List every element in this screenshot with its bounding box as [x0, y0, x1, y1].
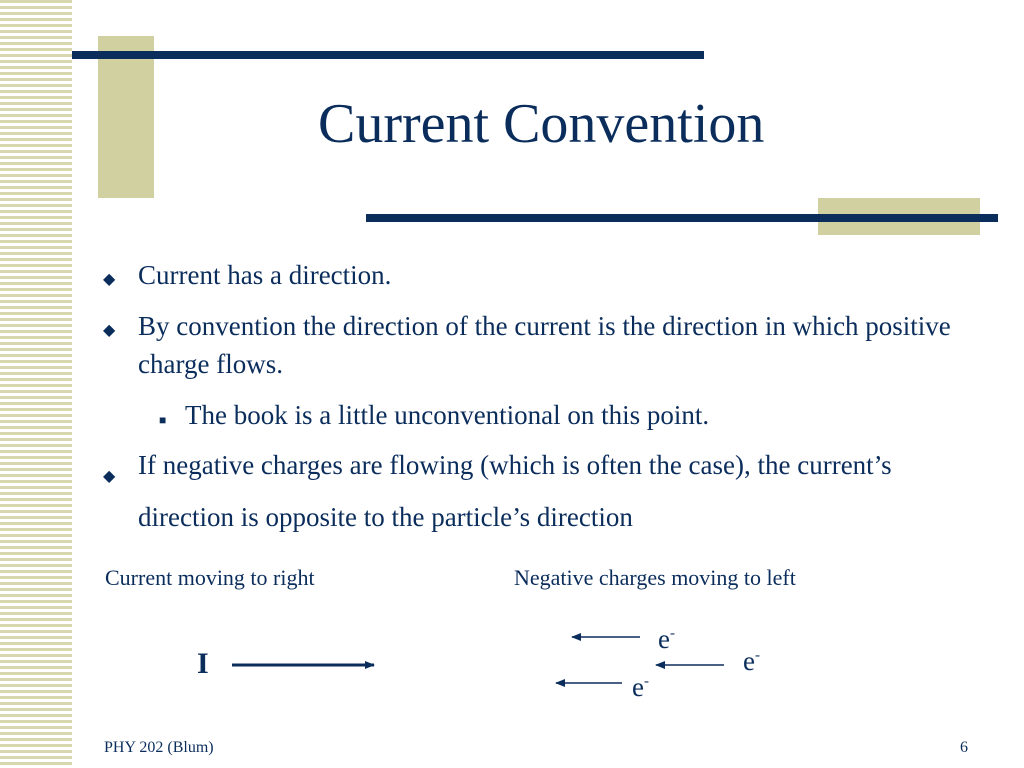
caption-current-right: Current moving to right — [105, 565, 315, 590]
accent-bar-top — [72, 51, 704, 59]
diamond-bullet-icon: ◆ — [103, 271, 116, 288]
electron-label — [743, 646, 760, 677]
electron-label — [632, 672, 649, 703]
electron-symbol: e — [658, 624, 670, 654]
footer-page-number: 6 — [960, 739, 968, 756]
bullet-text: By convention the direction of the current is the direction in which positive charge flows. — [138, 311, 951, 379]
electron-charge: - — [754, 647, 760, 664]
electron-label — [658, 624, 675, 655]
bullet-item — [103, 256, 978, 294]
accent-block-left — [98, 36, 154, 198]
square-bullet-icon: ■ — [159, 413, 167, 427]
electron-symbol: e — [743, 646, 755, 676]
footer-course: PHY 202 (Blum) — [104, 739, 214, 756]
electron-charge: - — [669, 625, 675, 642]
electron-symbol: e — [632, 672, 644, 702]
diamond-bullet-icon: ◆ — [103, 322, 116, 339]
diamond-bullet-icon: ◆ — [103, 468, 116, 485]
sub-bullet-text: The book is a little unconventional on this point. — [185, 400, 710, 430]
bullet-item — [103, 307, 978, 383]
sub-bullet-item — [159, 396, 975, 434]
bullet-item — [103, 439, 978, 543]
electron-charge: - — [643, 673, 649, 690]
current-symbol: I — [197, 647, 209, 680]
bullet-text: If negative charges are flowing (which is often the case), the current’s direction is opposite to the particle’s direction — [138, 450, 892, 532]
accent-bar-bottom — [366, 214, 998, 222]
page-title: Current Convention — [318, 93, 765, 155]
caption-charges-left: Negative charges moving to left — [514, 565, 796, 590]
striped-border-decoration — [0, 0, 72, 768]
bullet-text: Current has a direction. — [138, 260, 392, 290]
